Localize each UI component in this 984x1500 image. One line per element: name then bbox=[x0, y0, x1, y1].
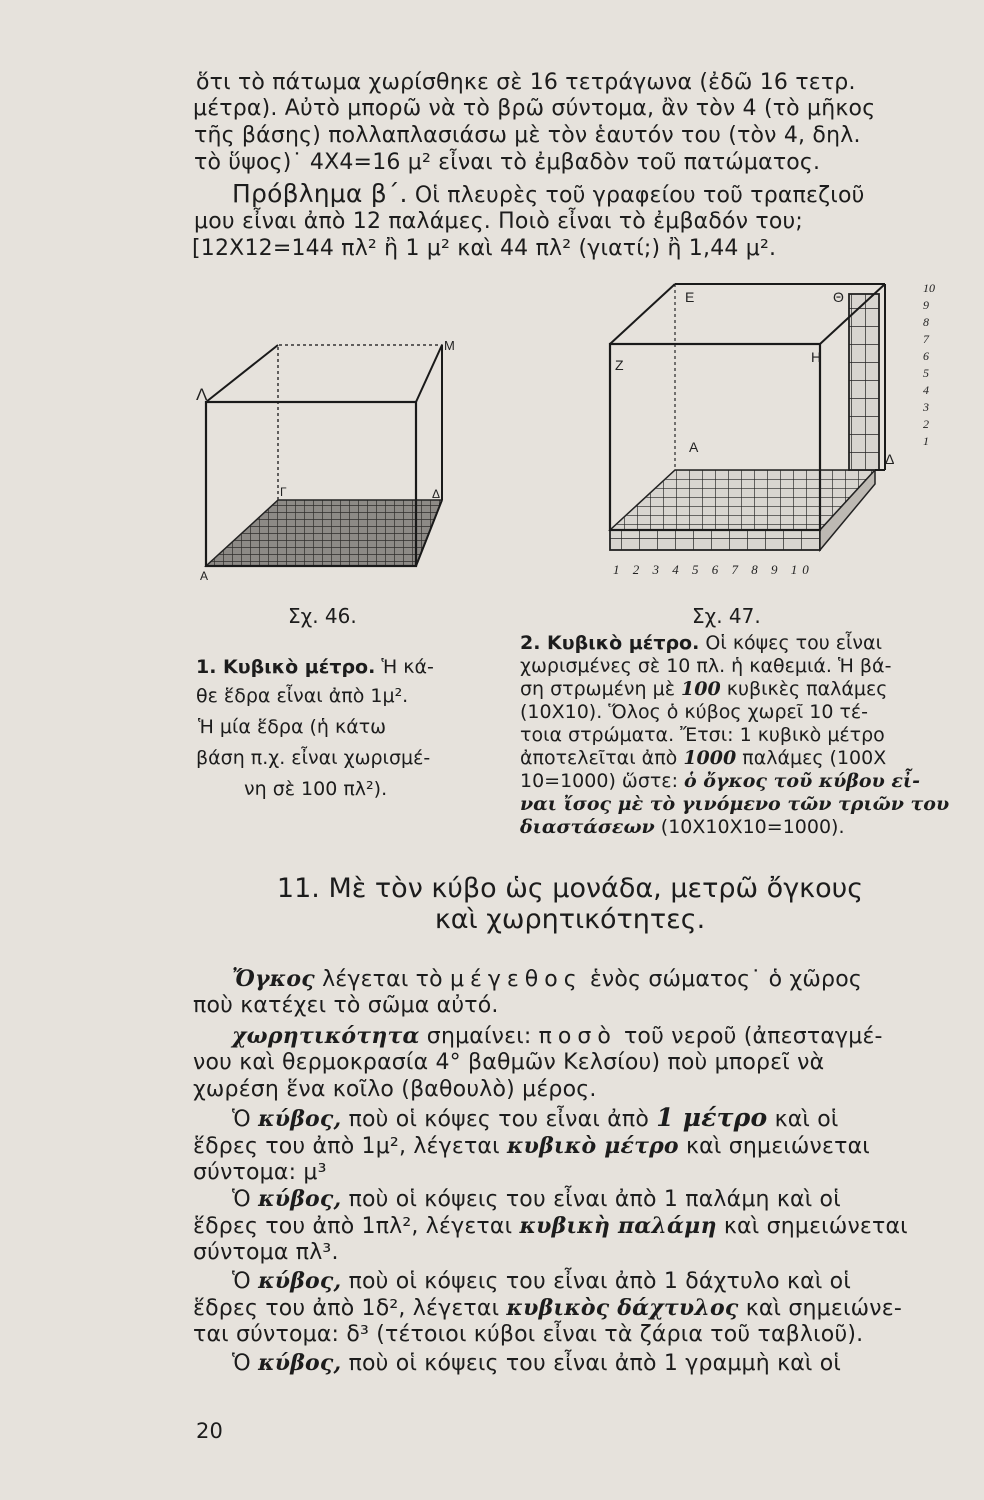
body-spaced: ποσὸ bbox=[538, 1024, 617, 1049]
body-p4-line-2 bbox=[193, 1213, 908, 1240]
fig46-vertex-mu: Μ bbox=[444, 338, 455, 353]
item1-line-5: νη σὲ 100 πλ²). bbox=[244, 778, 388, 800]
body-p6-line-1 bbox=[232, 1350, 841, 1377]
section-heading-line-2: καὶ χωρητικότητες. bbox=[434, 904, 706, 935]
body-p2-line-3: χωρέση ἕνα κοῖλο (βαθουλὸ) μέρος. bbox=[193, 1077, 597, 1102]
body-text: ἑνὸς σώματος˙ ὁ χῶρος bbox=[589, 967, 862, 992]
item2-emph: διαστάσεων bbox=[520, 816, 655, 838]
item2-text: ση στρωμένη μὲ bbox=[520, 678, 675, 700]
text-line-2: μέτρα). Αὐτὸ μπορῶ νὰ τὸ βρῶ σύντομα, ἂν τὸν 4 (τὸ μῆκος bbox=[193, 96, 876, 121]
problem-line-1 bbox=[232, 181, 865, 209]
item2-text: ἀποτελεῖται ἀπὸ bbox=[520, 747, 678, 769]
text-line-4: τὸ ὕψος)˙ 4Χ4=16 μ² εἶναι τὸ ἐμβαδὸν τοῦ πατώματος. bbox=[194, 150, 821, 175]
body-text: Ὁ bbox=[232, 1269, 251, 1294]
term-kyviko-metro: κυβικὸ μέτρο bbox=[506, 1133, 679, 1159]
section-heading-line-1: 11. Μὲ τὸν κύβο ὡς μονάδα, μετρῶ ὄγκους bbox=[276, 873, 864, 904]
body-p1-line-1 bbox=[232, 966, 862, 993]
body-p5-line-2 bbox=[193, 1295, 902, 1322]
body-text: Ὁ bbox=[232, 1107, 251, 1132]
text-line-3: τῆς βάσης) πολλαπλασιάσω μὲ τὸν ἑαυτόν του (τὸν 4, δηλ. bbox=[194, 123, 861, 148]
body-text: Ὁ bbox=[232, 1351, 251, 1376]
fig47-side-number: 9 bbox=[923, 298, 929, 312]
fig47-side-number: 5 bbox=[923, 366, 929, 380]
body-text: ἕδρες του ἀπὸ 1μ², λέγεται bbox=[193, 1134, 500, 1159]
fig47-side-number: 1 bbox=[923, 434, 929, 448]
fig46-vertex-lambda: Λ bbox=[196, 385, 208, 404]
item2-text: Οἱ κόψες του εἶναι bbox=[705, 632, 882, 654]
fig47-side-number: 10 bbox=[923, 281, 935, 295]
body-spaced: μέγεθος bbox=[449, 967, 583, 992]
item2-emph: ὁ ὄγκος τοῦ κύβου εἶ- bbox=[684, 770, 921, 792]
item2-line-2: χωρισμένες σὲ 10 πλ. ἡ καθεμιά. Ἡ βά- bbox=[520, 655, 892, 677]
term-ogkos: Ὄγκος bbox=[232, 966, 315, 992]
fig46-vertex-g: Γ bbox=[280, 485, 287, 499]
item2-text: (10Χ10Χ10=1000). bbox=[660, 816, 845, 838]
fig47-vertex-h: Η bbox=[811, 349, 822, 365]
fig47-bottom-numbers: 1 2 3 4 5 6 7 8 9 10 bbox=[613, 562, 814, 577]
body-text: ποὺ οἱ κόψεις του εἶναι ἀπὸ 1 παλάμη καὶ οἱ bbox=[348, 1187, 841, 1212]
body-text: καὶ σημειώνε- bbox=[745, 1296, 902, 1321]
item1-line-1 bbox=[196, 656, 434, 680]
figure-46-cube bbox=[196, 330, 466, 590]
body-text: Ὁ bbox=[232, 1187, 251, 1212]
fig47-side-number: 2 bbox=[923, 417, 929, 431]
body-p4-line-1 bbox=[232, 1186, 841, 1213]
fig47-vertex-e: Ε bbox=[685, 289, 695, 305]
fig47-side-number: 8 bbox=[923, 315, 929, 329]
item2-text: 10=1000) ὥστε: bbox=[520, 770, 678, 792]
body-p5-line-1 bbox=[232, 1268, 851, 1295]
text-line-1: ὅτι τὸ πάτωμα χωρίσθηκε σὲ 16 τετράγωνα (ἐδῶ 16 τετρ. bbox=[196, 70, 856, 95]
term-kyvikos-daktylos: κυβικὸς δάχτυλος bbox=[506, 1295, 739, 1321]
item2-line-3 bbox=[520, 678, 887, 702]
fig47-side-number: 6 bbox=[923, 349, 929, 363]
body-text: λέγεται τὸ bbox=[322, 967, 443, 992]
item1-line-2: θε ἕδρα εἶναι ἀπὸ 1μ². bbox=[196, 685, 409, 707]
problem-line-2: μου εἶναι ἀπὸ 12 παλάμες. Ποιὸ εἶναι τὸ ἐμβαδόν του; bbox=[194, 209, 804, 234]
fig46-vertex-a: Α bbox=[200, 569, 209, 583]
item2-text: παλάμες (100Χ bbox=[742, 747, 887, 769]
item2-line-8: ναι ἴσος μὲ τὸ γινόμενο τῶν τριῶν του bbox=[520, 793, 950, 815]
fig47-side-number: 4 bbox=[923, 383, 929, 397]
term-kyvos: κύβος, bbox=[258, 1106, 342, 1132]
body-text: σημαίνει: bbox=[426, 1024, 532, 1049]
item2-emph: 1000 bbox=[683, 747, 737, 769]
item2-line-6 bbox=[520, 747, 886, 771]
body-text: καὶ σημειώνεται bbox=[723, 1214, 908, 1239]
body-text: ποὺ οἱ κόψεις του εἶναι ἀπὸ 1 γραμμὴ καὶ οἱ bbox=[348, 1351, 842, 1376]
fig47-side-numbers bbox=[922, 281, 935, 448]
item2-line-4: (10Χ10). Ὅλος ὁ κύβος χωρεῖ 10 τέ- bbox=[520, 701, 869, 723]
fig47-vertex-a: Α bbox=[689, 439, 699, 455]
term-kyvos: κύβος, bbox=[258, 1186, 342, 1212]
fig47-vertex-theta: Θ bbox=[833, 289, 844, 305]
page-number: 20 bbox=[196, 1419, 224, 1443]
fig47-side-number: 7 bbox=[923, 332, 929, 346]
problem-label: Πρόβλημα β΄. bbox=[232, 179, 408, 208]
body-text: ποὺ οἱ κόψεις του εἶναι ἀπὸ 1 δάχτυλο καὶ οἱ bbox=[348, 1269, 851, 1294]
fig47-side-number: 3 bbox=[923, 400, 929, 414]
body-text: καὶ οἱ bbox=[774, 1107, 839, 1132]
item2-emph: 100 bbox=[681, 678, 721, 700]
item2-line-9 bbox=[520, 816, 845, 840]
body-text: ἕδρες του ἀπὸ 1δ², λέγεται bbox=[193, 1296, 500, 1321]
body-text: τοῦ νεροῦ (ἀπεσταγμέ- bbox=[623, 1024, 883, 1049]
item2-label: 2. Κυβικὸ μέτρο. bbox=[520, 632, 700, 654]
body-p3-line-3: σύντομα: μ³ bbox=[193, 1160, 327, 1185]
term-metro: 1 μέτρο bbox=[656, 1103, 768, 1132]
figure-47-caption: Σχ. 47. bbox=[692, 604, 761, 628]
term-kyviki-palami: κυβικὴ παλάμη bbox=[519, 1213, 717, 1239]
body-p1-line-2: ποὺ κατέχει τὸ σῶμα αὐτό. bbox=[193, 993, 499, 1018]
item1-label: 1. Κυβικὸ μέτρο. bbox=[196, 656, 376, 678]
body-p3-line-2 bbox=[193, 1133, 870, 1160]
body-p5-line-3: ται σύντομα: δ³ (τέτοιοι κύβοι εἶναι τὰ ζάρια τοῦ ταβλιοῦ). bbox=[193, 1322, 864, 1347]
body-p2-line-1 bbox=[232, 1023, 883, 1050]
item2-line-1 bbox=[520, 632, 882, 656]
term-kyvos: κύβος, bbox=[258, 1350, 342, 1376]
problem-text: Οἱ πλευρὲς τοῦ γραφείου τοῦ τραπεζιοῦ bbox=[414, 183, 865, 208]
body-text: ἕδρες του ἀπὸ 1πλ², λέγεται bbox=[193, 1214, 513, 1239]
figure-47-cube bbox=[585, 272, 950, 582]
item2-line-5: τοια στρώματα. Ἔτσι: 1 κυβικὸ μέτρο bbox=[520, 724, 885, 746]
body-text: καὶ σημειώνεται bbox=[686, 1134, 870, 1159]
body-p2-line-2: νου καὶ θερμοκρασία 4° βαθμῶν Κελσίου) ποὺ μπορεῖ νὰ bbox=[193, 1050, 825, 1075]
term-kyvos: κύβος, bbox=[258, 1268, 342, 1294]
figure-46-caption: Σχ. 46. bbox=[288, 604, 357, 628]
body-p3-line-1 bbox=[232, 1105, 839, 1133]
problem-line-3: [12Χ12=144 πλ² ἢ 1 μ² καὶ 44 πλ² (γιατί;) ἢ 1,44 μ². bbox=[192, 236, 777, 261]
item2-text: κυβικὲς παλάμες bbox=[726, 678, 888, 700]
item1-line-3: Ἡ μία ἕδρα (ἡ κάτω bbox=[198, 716, 387, 738]
body-p4-line-3: σύντομα πλ³. bbox=[193, 1240, 339, 1265]
fig47-vertex-z: Ζ bbox=[615, 357, 624, 373]
item2-line-7 bbox=[520, 770, 920, 794]
item1-line-4: βάση π.χ. εἶναι χωρισμέ- bbox=[196, 747, 431, 769]
fig47-vertex-d: Δ bbox=[885, 451, 895, 467]
term-chorit: χωρητικότητα bbox=[232, 1023, 420, 1049]
body-text: ποὺ οἱ κόψες του εἶναι ἀπὸ bbox=[348, 1107, 650, 1132]
fig46-vertex-d: Δ bbox=[432, 487, 441, 501]
item1-text: Ἡ κά- bbox=[381, 656, 434, 678]
